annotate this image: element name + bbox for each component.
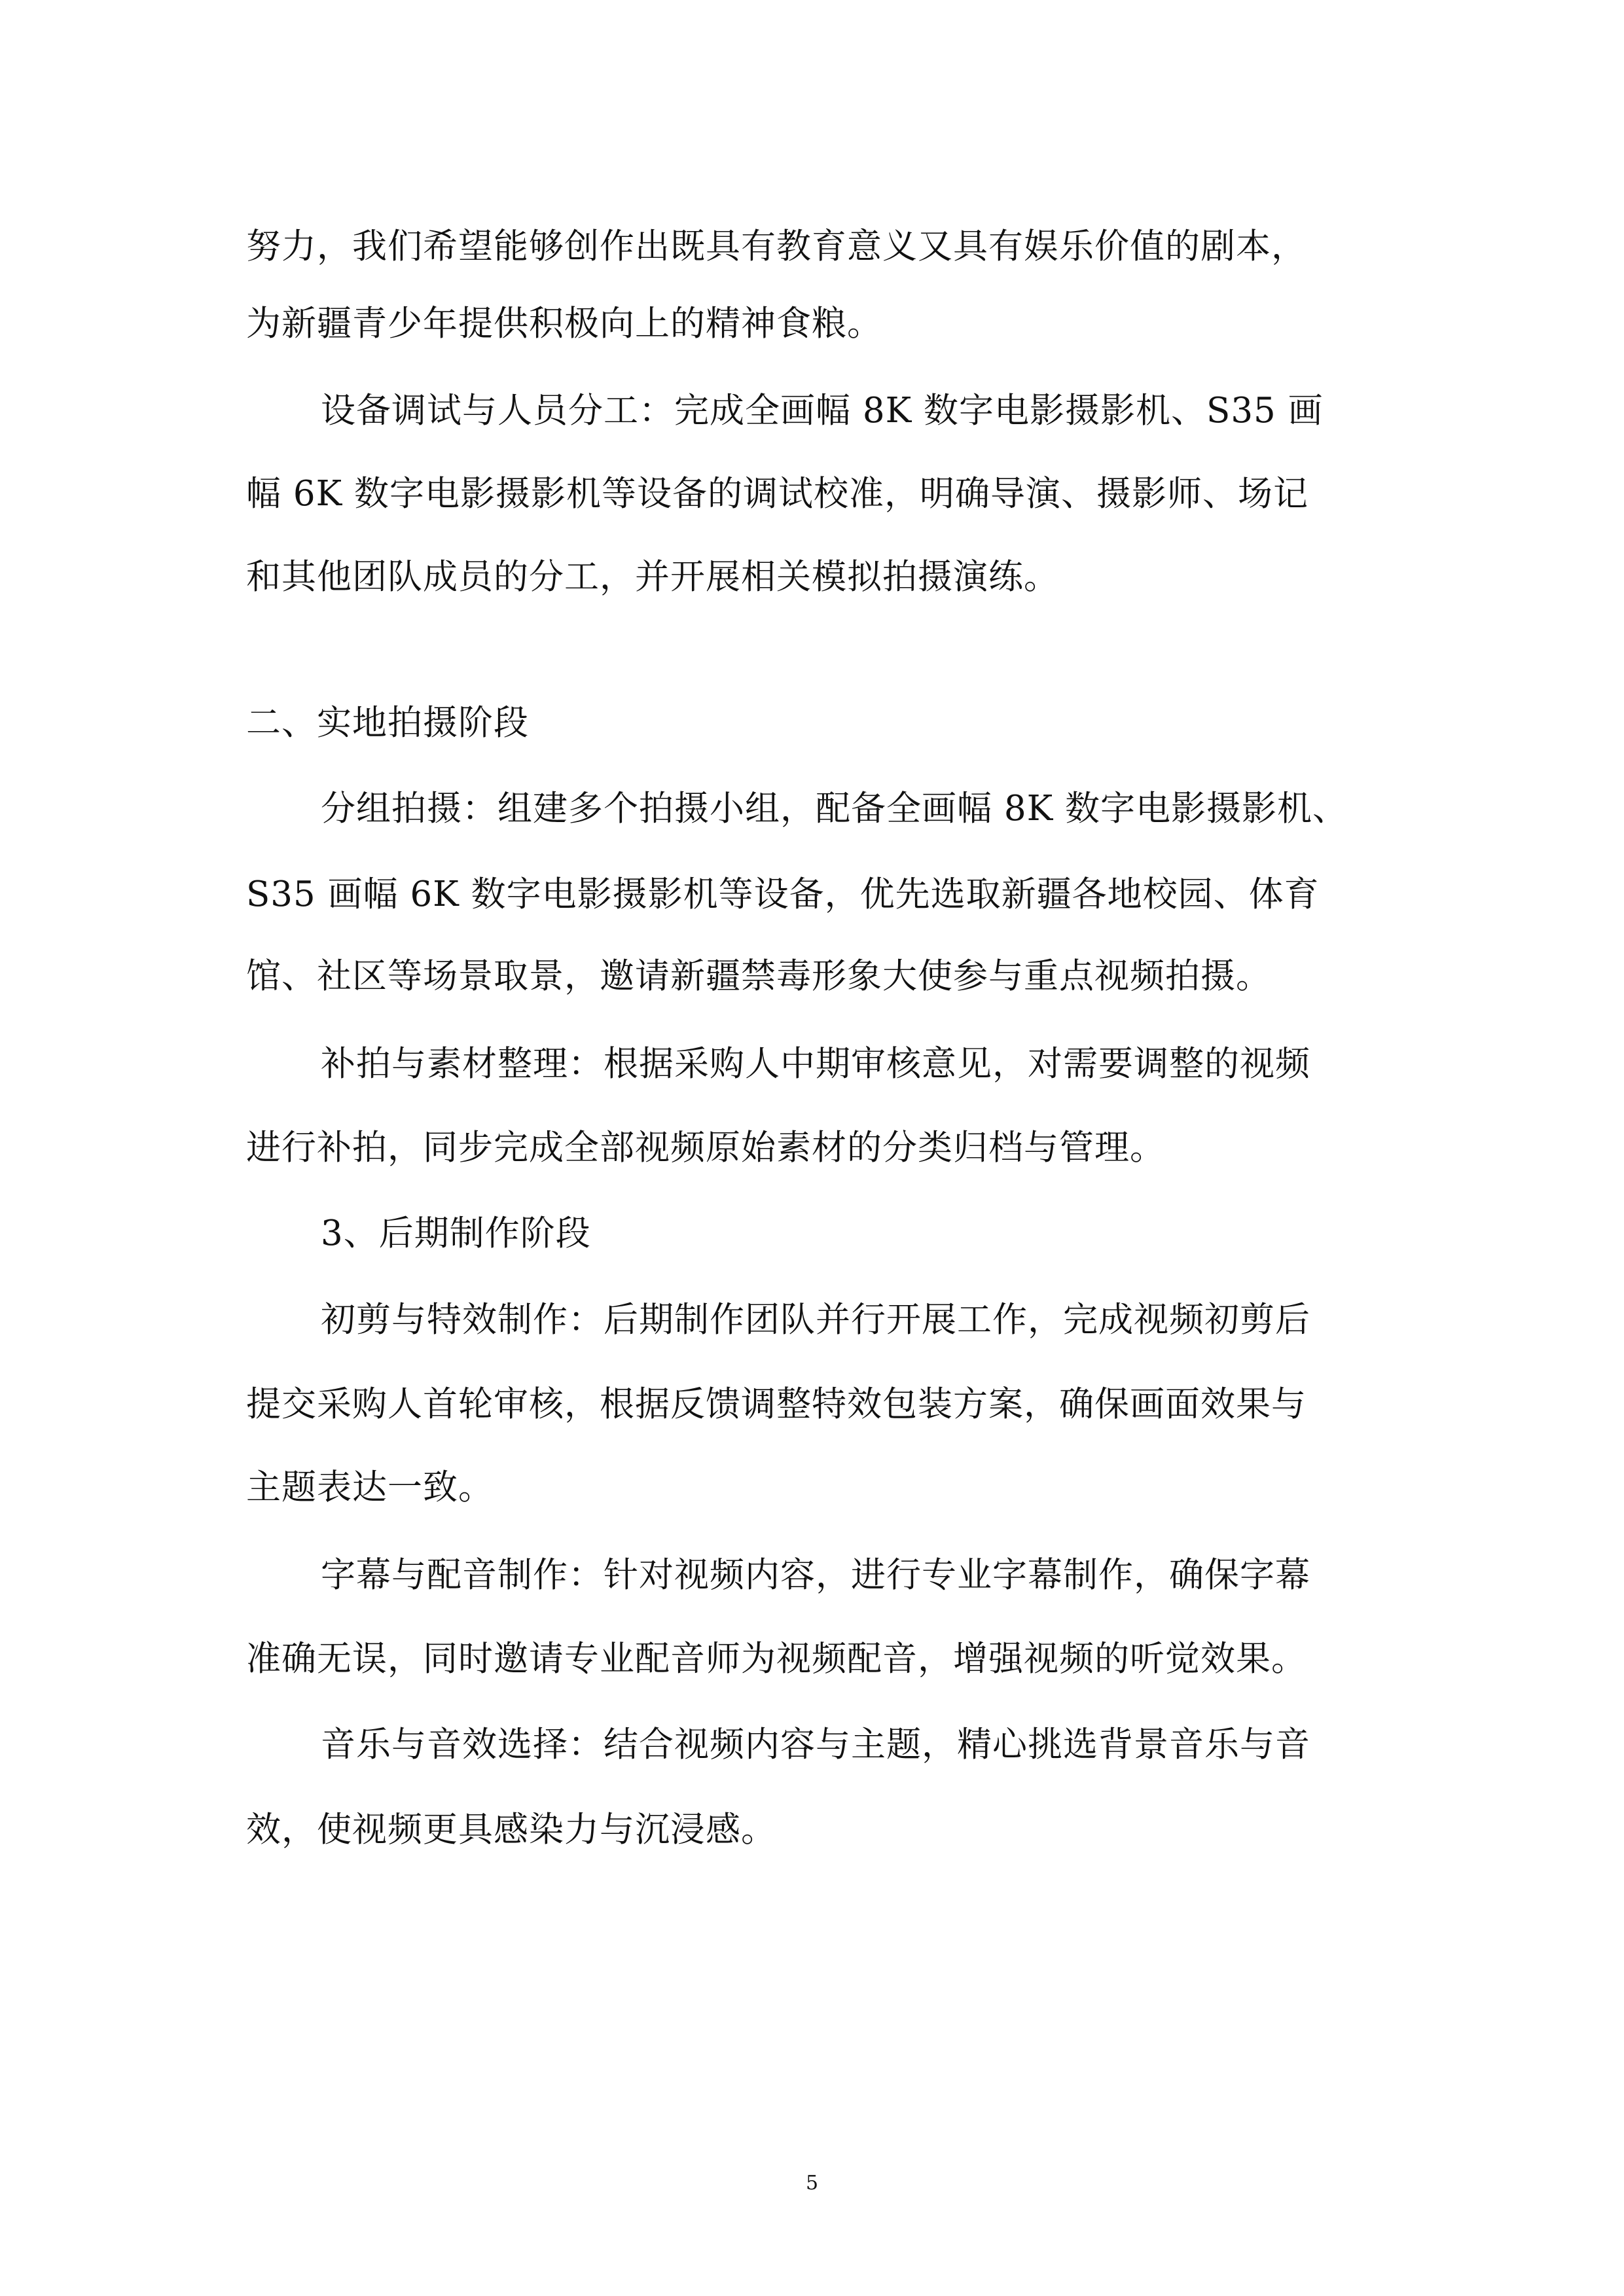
text-line: 分组拍摄：组建多个拍摄小组，配备全画幅 8K 数字电影摄影机、 xyxy=(321,789,1348,829)
section-heading: 3、后期制作阶段 xyxy=(321,1213,591,1253)
text-line: 效，使视频更具感染力与沉浸感。 xyxy=(246,1810,776,1850)
text-line: 幅 6K 数字电影摄影机等设备的调试校准，明确导演、摄影师、场记 xyxy=(246,474,1309,514)
text-line: 初剪与特效制作：后期制作团队并行开展工作，完成视频初剪后 xyxy=(321,1300,1310,1340)
text-line: 馆、社区等场景取景，邀请新疆禁毒形象大使参与重点视频拍摄。 xyxy=(246,956,1271,996)
page-number: 5 xyxy=(805,2172,819,2195)
text-line: S35 画幅 6K 数字电影摄影机等设备，优先选取新疆各地校园、体育 xyxy=(246,874,1320,914)
text-line: 准确无误，同时邀请专业配音师为视频配音，增强视频的听觉效果。 xyxy=(246,1639,1307,1679)
text-line: 和其他团队成员的分工，并开展相关模拟拍摄演练。 xyxy=(246,557,1059,597)
text-line: 为新疆青少年提供积极向上的精神食粮。 xyxy=(246,304,882,344)
section-heading: 二、实地拍摄阶段 xyxy=(246,703,529,743)
text-line: 补拍与素材整理：根据采购人中期审核意见，对需要调整的视频 xyxy=(321,1044,1310,1084)
text-line: 主题表达一致。 xyxy=(246,1467,494,1507)
text-line: 字幕与配音制作：针对视频内容，进行专业字幕制作，确保字幕 xyxy=(321,1555,1310,1595)
text-line: 提交采购人首轮审核，根据反馈调整特效包装方案，确保画面效果与 xyxy=(246,1384,1307,1424)
text-line: 努力，我们希望能够创作出既具有教育意义又具有娱乐价值的剧本， xyxy=(246,226,1307,266)
text-line: 设备调试与人员分工：完成全画幅 8K 数字电影摄影机、S35 画 xyxy=(321,391,1324,431)
text-line: 进行补拍，同步完成全部视频原始素材的分类归档与管理。 xyxy=(246,1128,1165,1168)
text-line: 音乐与音效选择：结合视频内容与主题，精心挑选背景音乐与音 xyxy=(321,1725,1310,1765)
